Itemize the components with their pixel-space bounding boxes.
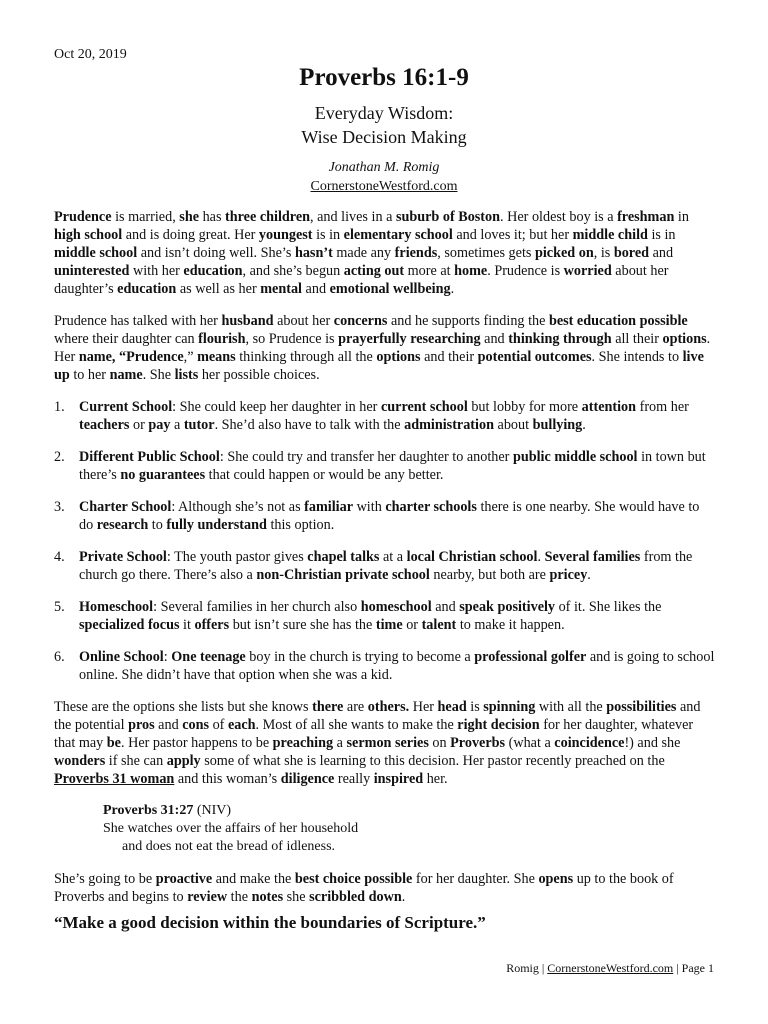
bold-text: administration xyxy=(404,417,494,433)
bold-text: sermon series xyxy=(346,735,429,751)
text-run: the xyxy=(227,889,252,905)
bold-text: education xyxy=(183,263,243,279)
text-run: but lobby for more xyxy=(467,399,582,415)
text-run: to make it happen. xyxy=(456,617,565,633)
bold-text: tutor xyxy=(183,417,215,433)
bold-text: time xyxy=(375,617,403,633)
text-run: if she can xyxy=(105,753,167,769)
bold-text: best choice possible xyxy=(294,871,413,887)
footer-author: Romig xyxy=(506,961,539,975)
bold-text: concerns xyxy=(333,313,388,329)
text-run: : She could try and transfer her daughter to another xyxy=(219,449,513,465)
bold-text: One teenage xyxy=(171,649,246,665)
bold-text: bored xyxy=(613,245,650,261)
bold-text: elementary school xyxy=(343,227,453,243)
bold-text: Private School xyxy=(79,549,167,565)
text-run: or xyxy=(129,417,149,433)
text-run: . xyxy=(537,549,545,565)
text-run: for her daughter. She xyxy=(412,871,539,887)
bold-text: options xyxy=(662,331,707,347)
option-number: 4. xyxy=(54,549,65,565)
bold-text: opens xyxy=(538,871,574,887)
bold-text: there xyxy=(312,699,344,715)
text-run: : Although she’s not as xyxy=(171,499,305,515)
footer-page-number: | Page 1 xyxy=(673,961,714,975)
option-item xyxy=(54,598,716,634)
text-run: are xyxy=(343,699,368,715)
text-run: from the church go there. There’s also a xyxy=(79,549,693,583)
bold-text: thinking through xyxy=(508,331,612,347)
text-run: . xyxy=(450,281,455,297)
text-run: and xyxy=(154,717,183,733)
text-run: that could happen or would be any better. xyxy=(205,467,444,483)
text-run: about xyxy=(493,417,533,433)
text-run: her possible choices. xyxy=(198,367,320,383)
text-run: boy in the church is trying to become a xyxy=(245,649,475,665)
text-run: she xyxy=(283,889,310,905)
bold-text: preaching xyxy=(272,735,334,751)
text-run: and xyxy=(649,245,674,261)
bold-text: husband xyxy=(221,313,274,329)
text-run: . Her xyxy=(54,331,711,365)
text-run: and loves it; but her xyxy=(452,227,573,243)
bold-text: local Christian school xyxy=(406,549,538,565)
text-run: : The youth pastor gives xyxy=(166,549,308,565)
bold-text: middle child xyxy=(572,227,648,243)
paragraph-intro xyxy=(54,208,716,298)
bold-text: pay xyxy=(148,417,171,433)
text-run: , and lives in a xyxy=(310,209,396,225)
bold-text: speak positively xyxy=(459,599,556,615)
verse-line-2: and does not eat the bread of idleness. xyxy=(122,839,336,854)
text-run: . Her pastor happens to be xyxy=(120,735,273,751)
bold-text: best education possible xyxy=(548,313,688,329)
bold-text: Homeschool xyxy=(79,599,154,615)
bold-text: Proverbs xyxy=(450,735,506,751)
scripture-quote xyxy=(103,802,716,856)
text-run: thinking through all the xyxy=(235,349,377,365)
bold-text: familiar xyxy=(304,499,354,515)
bold-text: mental xyxy=(260,281,302,297)
text-run: and this woman’s xyxy=(174,771,281,787)
text-run: : Several families in her church also xyxy=(153,599,361,615)
text-run: of xyxy=(209,717,228,733)
text-run: made any xyxy=(332,245,395,261)
text-run: some of what she is learning to this decision. Her pastor recently preached on the xyxy=(200,753,665,769)
bold-text: wonders xyxy=(54,753,106,769)
bold-text: Prudence xyxy=(54,209,112,225)
paragraph-possibilities xyxy=(54,698,716,788)
text-run: about her xyxy=(273,313,334,329)
text-run: from her xyxy=(636,399,689,415)
option-item xyxy=(54,648,716,684)
option-number: 6. xyxy=(54,649,65,665)
text-run: . She intends to xyxy=(591,349,683,365)
bold-text: apply xyxy=(166,753,201,769)
bold-text: non-Christian private school xyxy=(256,567,430,583)
text-run: (what a xyxy=(505,735,555,751)
text-run: nearby, but both are xyxy=(429,567,550,583)
text-run: for her daughter, whatever that may xyxy=(54,717,694,751)
bold-text: Several families xyxy=(544,549,641,565)
bold-text: high school xyxy=(54,227,123,243)
text-run: her. xyxy=(423,771,448,787)
text-run: or xyxy=(402,617,422,633)
bold-text: pricey xyxy=(549,567,588,583)
options-list xyxy=(54,398,716,684)
bold-text: live up xyxy=(54,349,704,383)
bold-text: inspired xyxy=(373,771,424,787)
option-item xyxy=(54,448,716,484)
text-run: with her xyxy=(129,263,184,279)
text-run: . Most of all she wants to make the xyxy=(255,717,458,733)
text-run: to xyxy=(148,517,167,533)
text-run: . xyxy=(401,889,406,905)
text-run: Her xyxy=(409,699,438,715)
verse-reference: Proverbs 31:27 xyxy=(103,803,194,818)
text-run: : xyxy=(163,649,172,665)
option-number: 5. xyxy=(54,599,65,615)
option-number: 2. xyxy=(54,449,65,465)
bold-text: research xyxy=(96,517,149,533)
bold-text: name xyxy=(109,367,143,383)
underlined-reference: Proverbs 31 woman xyxy=(54,771,175,787)
bold-text: hasn’t xyxy=(294,245,333,261)
bold-text: homeschool xyxy=(360,599,432,615)
text-run: and is going to school online. She didn’t have that option when she was a kid. xyxy=(79,649,715,683)
text-run: and xyxy=(431,599,460,615)
bold-text: cons xyxy=(182,717,210,733)
text-run: in town but there’s xyxy=(79,449,706,483)
bold-text: spinning xyxy=(483,699,536,715)
bold-text: acting out xyxy=(343,263,405,279)
bold-text: charter schools xyxy=(385,499,477,515)
text-run: She’s going to be xyxy=(54,871,156,887)
text-run: is xyxy=(466,699,484,715)
text-run: it xyxy=(179,617,195,633)
bold-text: proactive xyxy=(155,871,213,887)
bold-text: offers xyxy=(194,617,230,633)
text-run: at a xyxy=(379,549,407,565)
text-run: to her xyxy=(69,367,110,383)
bold-text: fully understand xyxy=(166,517,267,533)
bold-text: picked on xyxy=(534,245,594,261)
text-run: . She xyxy=(142,367,175,383)
text-run: in xyxy=(674,209,689,225)
text-run: , sometimes gets xyxy=(437,245,535,261)
subtitle-line-2: Wise Decision Making xyxy=(301,127,467,147)
bold-text: attention xyxy=(581,399,637,415)
bold-text: review xyxy=(187,889,228,905)
text-run: a xyxy=(333,735,347,751)
bold-text: each xyxy=(227,717,256,733)
text-run: all their xyxy=(611,331,663,347)
bold-text: potential outcomes xyxy=(477,349,592,365)
paragraph-proactive xyxy=(54,870,716,906)
option-item xyxy=(54,548,716,584)
bold-text: bullying xyxy=(532,417,583,433)
text-run: and their xyxy=(420,349,478,365)
bold-text: emotional wellbeing xyxy=(329,281,451,297)
bold-text: name, “Prudence xyxy=(78,349,184,365)
text-run: as well as her xyxy=(176,281,261,297)
text-run: is in xyxy=(647,227,676,243)
text-run: and xyxy=(480,331,509,347)
text-run: where their daughter can xyxy=(54,331,199,347)
bold-text: friends xyxy=(394,245,438,261)
document-body xyxy=(54,208,716,920)
bold-text: others. xyxy=(367,699,410,715)
bold-text: possibilities xyxy=(606,699,677,715)
option-number: 1. xyxy=(54,399,65,415)
bold-text: youngest xyxy=(258,227,313,243)
text-run: with all the xyxy=(535,699,607,715)
bold-text: chapel talks xyxy=(307,549,380,565)
bold-text: uninterested xyxy=(54,263,130,279)
bold-text: diligence xyxy=(280,771,335,787)
text-run: , so Prudence is xyxy=(245,331,339,347)
text-run: Prudence has talked with her xyxy=(54,313,222,329)
bold-text: professional golfer xyxy=(474,649,587,665)
author-website-link[interactable]: CornerstoneWestford.com xyxy=(310,179,458,194)
option-item xyxy=(54,498,716,534)
bold-text: education xyxy=(117,281,177,297)
bold-text: worried xyxy=(563,263,612,279)
bold-text: be xyxy=(106,735,121,751)
bold-text: teachers xyxy=(79,417,130,433)
text-run: . Her oldest boy is a xyxy=(500,209,618,225)
key-statement: “Make a good decision within the boundaries of Scripture.” xyxy=(54,913,486,932)
text-run: and make the xyxy=(212,871,295,887)
bold-text: Online School xyxy=(79,649,164,665)
bold-text: specialized focus xyxy=(79,617,180,633)
text-run: on xyxy=(428,735,451,751)
bold-text: head xyxy=(437,699,467,715)
bold-text: lists xyxy=(174,367,199,383)
text-run: , is xyxy=(593,245,614,261)
bold-text: no guarantees xyxy=(120,467,206,483)
option-item xyxy=(54,398,716,434)
bold-text: suburb of Boston xyxy=(395,209,501,225)
bold-text: means xyxy=(197,349,236,365)
subtitle-line-1: Everyday Wisdom: xyxy=(314,103,454,123)
text-run: and isn’t doing well. She’s xyxy=(137,245,295,261)
bold-text: public middle school xyxy=(512,449,638,465)
bold-text: prayerfully researching xyxy=(338,331,481,347)
text-run: and xyxy=(302,281,330,297)
bold-text: three children xyxy=(225,209,311,225)
text-run: These are the options she lists but she knows xyxy=(54,699,313,715)
text-run: with xyxy=(353,499,386,515)
text-run: a xyxy=(170,417,184,433)
bold-text: pros xyxy=(128,717,155,733)
author-name: Jonathan M. Romig xyxy=(328,160,440,175)
bold-text: Current School xyxy=(79,399,173,415)
bold-text: middle school xyxy=(54,245,138,261)
footer-separator: | xyxy=(538,961,548,975)
text-run: and he supports finding the xyxy=(387,313,549,329)
text-run: there is one nearby. She would have to do xyxy=(79,499,700,533)
bold-text: home xyxy=(454,263,488,279)
text-run: . xyxy=(587,567,591,583)
text-run: : She could keep her daughter in her xyxy=(172,399,381,415)
text-run: has xyxy=(199,209,226,225)
text-run: . xyxy=(582,417,586,433)
text-run: really xyxy=(334,771,374,787)
bold-text: talent xyxy=(421,617,457,633)
text-run: more at xyxy=(404,263,455,279)
text-run: . Prudence is xyxy=(487,263,564,279)
bold-text: coincidence xyxy=(554,735,625,751)
text-run: . She’d also have to talk with the xyxy=(214,417,405,433)
sermon-title: Proverbs 16:1-9 xyxy=(299,64,469,91)
text-run: and is doing great. Her xyxy=(122,227,259,243)
text-run: ,” xyxy=(183,349,198,365)
bold-text: flourish xyxy=(198,331,246,347)
bold-text: notes xyxy=(251,889,284,905)
text-run: is in xyxy=(312,227,344,243)
option-number: 3. xyxy=(54,499,65,515)
bold-text: Different Public School xyxy=(79,449,220,465)
verse-version: (NIV) xyxy=(193,803,232,818)
sermon-subtitle xyxy=(0,101,768,149)
text-run: and the potential xyxy=(54,699,701,733)
bold-text: current school xyxy=(380,399,468,415)
bold-text: she xyxy=(179,209,200,225)
paragraph-concerns xyxy=(54,312,716,384)
text-run: but isn’t sure she has the xyxy=(229,617,376,633)
text-run: about her daughter’s xyxy=(54,263,669,297)
bold-text: options xyxy=(376,349,421,365)
bold-text: Charter School xyxy=(79,499,172,515)
text-run: is married, xyxy=(111,209,180,225)
author-block xyxy=(0,158,768,196)
text-run: up to the book of Proverbs and begins to xyxy=(54,871,674,905)
verse-heading xyxy=(103,802,716,820)
text-run: of it. She likes the xyxy=(555,599,662,615)
bold-text: right decision xyxy=(457,717,540,733)
text-run: !) and she xyxy=(624,735,681,751)
bold-text: scribbled down xyxy=(309,889,402,905)
text-run: this option. xyxy=(266,517,335,533)
document-date: Oct 20, 2019 xyxy=(54,47,127,62)
page-footer xyxy=(506,961,714,976)
bold-text: freshman xyxy=(617,209,675,225)
footer-website-link[interactable]: CornerstoneWestford.com xyxy=(547,961,674,975)
text-run: , and she’s begun xyxy=(242,263,344,279)
verse-line-1: She watches over the affairs of her household xyxy=(103,821,359,836)
